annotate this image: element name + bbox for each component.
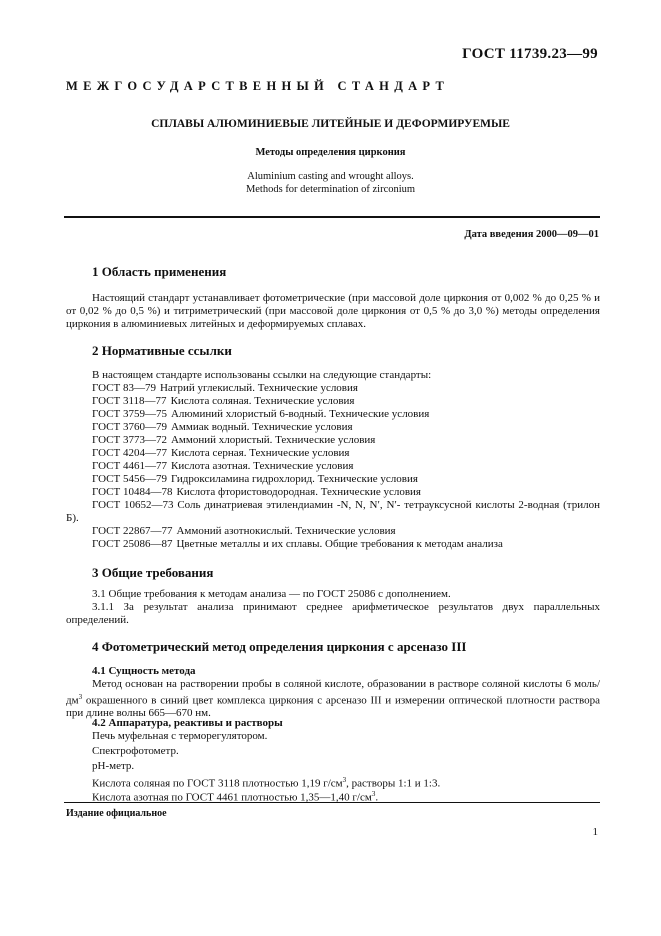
list-item: [92, 395, 354, 408]
equipment-line: Спектрофотометр.: [92, 745, 179, 757]
list-item-code: ГОСТ 4204—77: [92, 447, 167, 459]
superscript: 3: [342, 776, 347, 784]
list-item: [92, 538, 503, 551]
list-item-text: Кислота фтористоводородная. Технические условия: [176, 486, 421, 498]
english-title-line-2: Methods for determination of zirconium: [245, 184, 416, 195]
reagent-text-start: Кислота соляная по ГОСТ 3118 плотностью 1,19 г/см: [92, 777, 343, 790]
list-item: [92, 447, 350, 460]
equipment-line: pH-метр.: [92, 760, 135, 772]
english-title-line-1: Aluminium casting and wrought alloys.: [247, 171, 414, 182]
list-item: [92, 408, 429, 421]
superscript: 3: [78, 692, 83, 701]
section-3-heading: 3 Общие требования: [92, 565, 214, 580]
footer-divider: [64, 802, 600, 803]
subsection-4-1-heading: 4.1 Сущность метода: [92, 665, 196, 677]
list-item-code: ГОСТ 3759—75: [92, 408, 167, 420]
list-item-code: ГОСТ 5456—79: [92, 473, 167, 485]
list-item-wrapped: ГОСТ 10652—73 Соль динатриевая этилендиамин -N, N, N′, N′- тетрауксусной кислоты 2-водная (трилон Б).: [66, 499, 600, 524]
list-item-text: Натрий углекислый. Технические условия: [159, 382, 358, 394]
list-item-code: ГОСТ 3760—79: [92, 421, 167, 433]
list-item: [92, 486, 421, 499]
method-text-end: окрашенного в синий цвет комплекса циркония с арсеназо III и измерении оптической плотности раствора при длине волны 665—670 нм.: [66, 694, 600, 720]
interstate-standard-banner: МЕЖГОСУДАРСТВЕННЫЙ СТАНДАРТ: [66, 79, 450, 93]
section-3-paragraph-2: 3.1.1 За результат анализа принимают среднее арифметическое результатов двух параллельных определений.: [66, 601, 600, 626]
section-1-text: Настоящий стандарт устанавливает фотометрические (при массовой доле циркония от 0,002 % до 0,25 % и от 0,02 % до 0,5 %) и титриметрический (при массовой доле циркония от 0,5 % до 3,0 %) методы определения циркония в алюминиевых литейных и деформируемых сплавах.: [66, 292, 600, 330]
header-divider: [64, 216, 600, 218]
reagent-text-end: .: [375, 791, 379, 804]
section-3-paragraph-1: 3.1 Общие требования к методам анализа — по ГОСТ 25086 с дополнением.: [92, 588, 451, 600]
list-item-text: Цветные металлы и их сплавы. Общие требования к методам анализа: [176, 538, 503, 550]
reagent-text-start: Кислота азотная по ГОСТ 4461 плотностью 1,35—1,40 г/см: [92, 791, 372, 804]
reagent-text-end: , растворы 1:1 и 1:3.: [346, 777, 441, 790]
list-item: [92, 421, 353, 434]
english-title: [0, 170, 661, 196]
list-item-code: ГОСТ 25086—87: [92, 538, 173, 550]
official-edition-note: Издание официальное: [66, 808, 167, 819]
superscript: 3: [371, 790, 376, 798]
equipment-line: Печь муфельная с терморегулятором.: [92, 730, 268, 742]
list-item: [92, 382, 358, 395]
section-4-heading: 4 Фотометрический метод определения циркония с арсеназо III: [92, 639, 467, 654]
list-item-text: Аммиак водный. Технические условия: [170, 421, 353, 433]
list-item: [92, 434, 375, 447]
section-2-heading: 2 Нормативные ссылки: [92, 343, 232, 358]
list-item-text: Гидроксиламина гидрохлорид. Технические условия: [170, 473, 418, 485]
list-item-code: ГОСТ 3118—77: [92, 395, 167, 407]
list-item-code: ГОСТ 22867—77: [92, 525, 173, 537]
list-item-code: ГОСТ 10484—78: [92, 486, 173, 498]
document-subtitle: Методы определения циркония: [255, 147, 406, 158]
list-item: [92, 473, 418, 486]
section-1-heading: 1 Область применения: [92, 264, 227, 279]
list-item-text: Алюминий хлористый 6-водный. Технические условия: [170, 408, 430, 420]
list-item-text: Аммоний азотнокислый. Технические условия: [176, 525, 396, 537]
list-item-text: Кислота соляная. Технические условия: [170, 395, 355, 407]
section-2-intro: В настоящем стандарте использованы ссылки на следующие стандарты:: [92, 369, 432, 381]
list-item-text: Кислота азотная. Технические условия: [170, 460, 354, 472]
list-item: [92, 525, 396, 538]
list-item-code: ГОСТ 4461—77: [92, 460, 167, 472]
standard-code: ГОСТ 11739.23—99: [462, 46, 598, 62]
method-text-start: Метод основан на растворении пробы в соляной кислоте, образовании в растворе соляной кислоты 6 моль/дм: [66, 678, 600, 707]
introduction-date: Дата введения 2000—09—01: [464, 229, 599, 240]
list-item-text: Аммоний хлористый. Технические условия: [170, 434, 376, 446]
document-title: СПЛАВЫ АЛЮМИНИЕВЫЕ ЛИТЕЙНЫЕ И ДЕФОРМИРУЕМЫЕ: [151, 118, 510, 130]
subsection-4-2-heading: 4.2 Аппаратура, реактивы и растворы: [92, 717, 283, 729]
subsection-4-1-text: [66, 678, 600, 720]
list-item-code: ГОСТ 3773—72: [92, 434, 167, 446]
list-item-text: Кислота серная. Технические условия: [170, 447, 350, 459]
page-number: 1: [592, 826, 598, 838]
list-item-code: ГОСТ 83—79: [92, 382, 156, 394]
list-item: [92, 460, 353, 473]
